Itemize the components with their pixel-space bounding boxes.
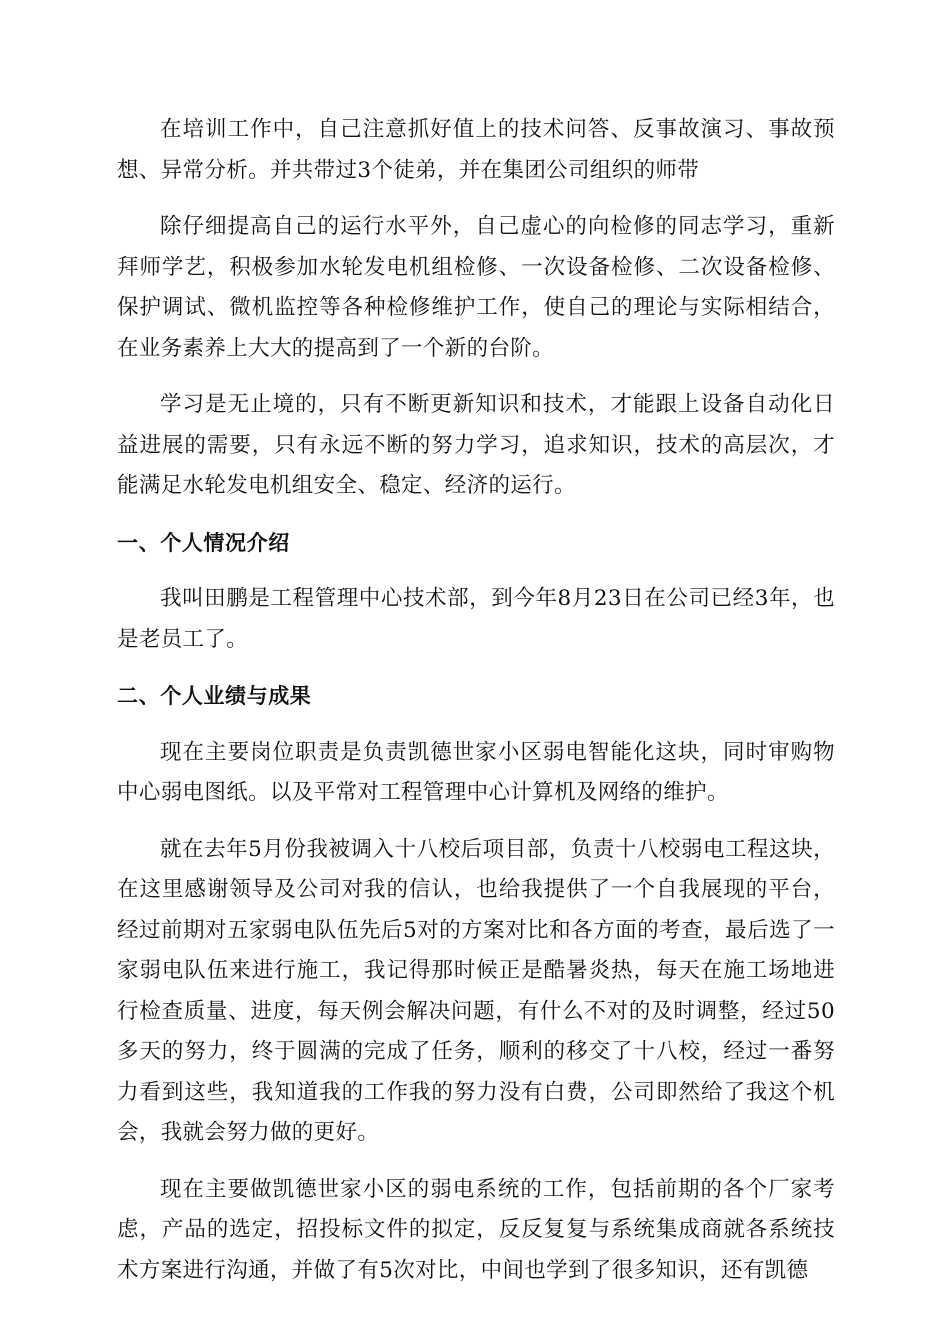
paragraph-current-work: 现在主要做凯德世家小区的弱电系统的工作，包括前期的各个厂家考虑，产品的选定，招投标文件的拟定，反反复复与系统集成商就各系统技术方案进行沟通，并做了有5次对比，中间也学到了很多知识，还有凯德: [117, 1176, 835, 1283]
paragraph-personal-intro: 我叫田鹏是工程管理中心技术部，到今年8月23日在公司已经3年，也是老员工了。: [117, 586, 835, 652]
section-heading-achievements: 二、个人业绩与成果: [117, 684, 312, 708]
section-heading-personal-intro: 一、个人情况介绍: [117, 530, 290, 555]
paragraph-job-duties: 现在主要岗位职责是负责凯德世家小区弱电智能化这块，同时审购物中心弱电图纸。以及平常对工程管理中心计算机及网络的维护。: [117, 739, 835, 805]
paragraph-maintenance-learning: 除仔细提高自己的运行水平外，自己虚心的向检修的同志学习，重新拜师学艺，积极参加水轮发电机组检修、一次设备检修、二次设备检修、保护调试、微机监控等各种检修维护工作，使自己的理论与实际相结合，在业务素养上大大的提高到了一个新的台阶。: [117, 214, 835, 361]
document-body: [117, 110, 835, 1307]
paragraph-continuous-learning: 学习是无止境的，只有不断更新知识和技术，才能跟上设备自动化日益进展的需要，只有永远不断的努力学习，追求知识，技术的高层次，才能满足水轮发电机组安全、稳定、经济的运行。: [117, 392, 835, 498]
paragraph-school-project: 就在去年5月份我被调入十八校后项目部，负责十八校弱电工程这块，在这里感谢领导及公司对我的信认，也给我提供了一个自我展现的平台，经过前期对五家弱电队伍先后5对的方案对比和各方面的考查，最后选了一家弱电队伍来进行施工，我记得那时候正是酷暑炎热，每天在施工场地进行检查质量、进度，每天例会解决问题，有什么不对的及时调整，经过50多天的努力，终于圆满的完成了任务，顺利的移交了十八校，经过一番努力看到这些，我知道我的工作我的努力没有白费，公司即然给了我这个机会，我就会努力做的更好。: [117, 836, 835, 1145]
paragraph-training: 在培训工作中，自己注意抓好值上的技术问答、反事故演习、事故预想、异常分析。并共带过3个徒弟，并在集团公司组织的师带: [117, 117, 835, 183]
